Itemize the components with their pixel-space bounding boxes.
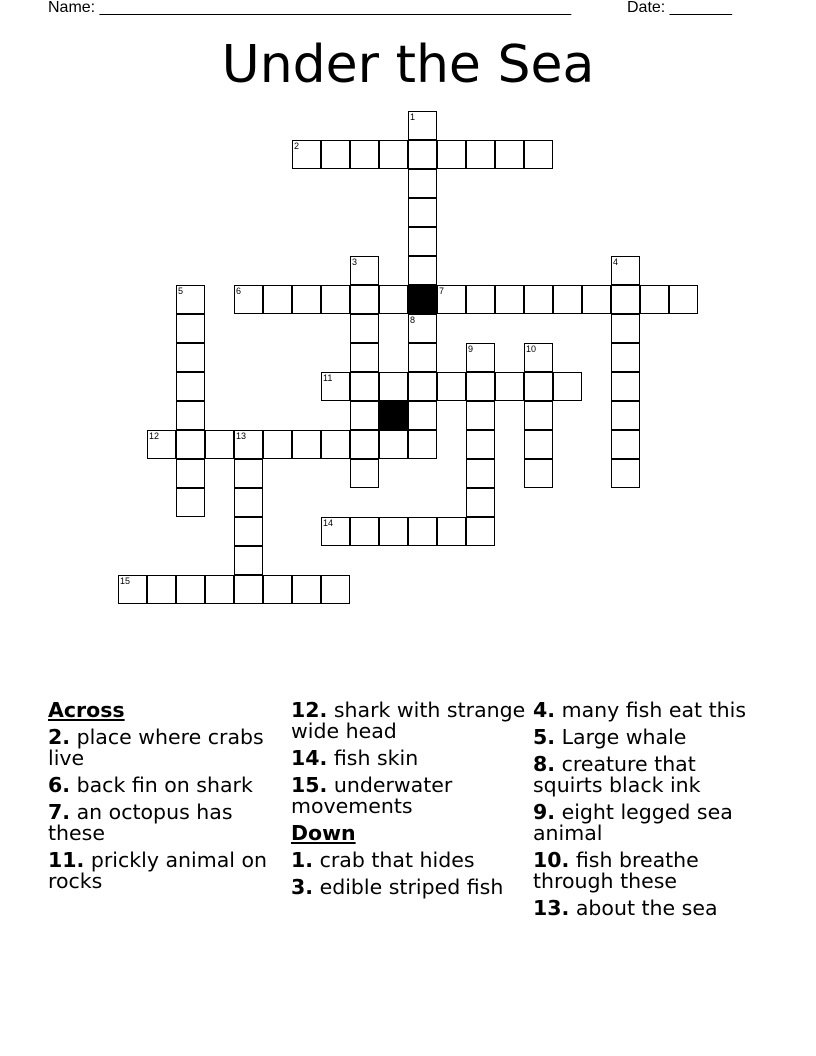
grid-cell[interactable]: [408, 517, 437, 546]
grid-cell[interactable]: [408, 198, 437, 227]
grid-cell[interactable]: [466, 488, 495, 517]
clue-text: fish skin: [333, 746, 419, 770]
grid-cell[interactable]: [466, 372, 495, 401]
clue-number-label: 5: [178, 286, 184, 296]
clue-text: fish breathe through these: [533, 848, 699, 893]
clue-number-label: 9: [468, 344, 474, 354]
grid-cell[interactable]: [611, 256, 640, 285]
clue-number-label: 3: [352, 257, 358, 267]
grid-cell[interactable]: [524, 285, 553, 314]
clue-number-label: 12: [149, 431, 160, 441]
down-clue: [533, 727, 768, 748]
grid-cell[interactable]: [350, 430, 379, 459]
across-clue: [48, 850, 283, 892]
page-title: Under the Sea: [221, 35, 595, 95]
clue-number-label: 6: [236, 286, 242, 296]
grid-cell[interactable]: [176, 343, 205, 372]
grid-cell[interactable]: [350, 517, 379, 546]
across-clue: [291, 775, 526, 817]
across-clue: [48, 727, 283, 769]
grid-cell[interactable]: [524, 459, 553, 488]
clue-text: prickly animal on rocks: [48, 848, 268, 893]
grid-cell[interactable]: [466, 517, 495, 546]
grid-cell[interactable]: [176, 430, 205, 459]
grid-cell[interactable]: [466, 459, 495, 488]
grid-cell[interactable]: [379, 372, 408, 401]
grid-cell[interactable]: [176, 372, 205, 401]
grid-cell[interactable]: [437, 140, 466, 169]
grid-cell[interactable]: [292, 430, 321, 459]
grid-cell[interactable]: [321, 285, 350, 314]
grid-cell[interactable]: [437, 372, 466, 401]
clues-column-3: [533, 700, 768, 925]
down-clue: [291, 877, 526, 898]
grid-cell[interactable]: [524, 401, 553, 430]
clue-text: creature that squirts black ink: [533, 752, 701, 797]
grid-cell[interactable]: [205, 575, 234, 604]
clue-number-label: 14: [323, 518, 334, 528]
clue-text: about the sea: [575, 896, 718, 920]
grid-cell[interactable]: [350, 459, 379, 488]
grid-cell[interactable]: [466, 343, 495, 372]
grid-cell[interactable]: [147, 430, 176, 459]
grid-cell[interactable]: [524, 140, 553, 169]
grid-cell[interactable]: [640, 285, 669, 314]
grid-cell[interactable]: [379, 517, 408, 546]
clue-text: an octopus has these: [48, 800, 233, 845]
clue-number: 13.: [533, 896, 570, 920]
grid-cell[interactable]: [234, 546, 263, 575]
clue-text: shark with strange wide head: [291, 698, 526, 743]
across-clue: [48, 802, 283, 844]
grid-cell[interactable]: [524, 343, 553, 372]
grid-cell[interactable]: [234, 517, 263, 546]
grid-cell[interactable]: [379, 430, 408, 459]
clue-number-label: 8: [410, 315, 416, 325]
clue-text: many fish eat this: [561, 698, 747, 722]
grid-cell[interactable]: [118, 575, 147, 604]
grid-cell[interactable]: [524, 430, 553, 459]
clue-number: 12.: [291, 698, 328, 722]
clue-number: 6.: [48, 773, 71, 797]
grid-cell[interactable]: [176, 488, 205, 517]
clue-text: edible striped fish: [319, 875, 504, 899]
grid-cell[interactable]: [437, 517, 466, 546]
grid-cell[interactable]: [321, 517, 350, 546]
clue-number-label: 7: [439, 286, 445, 296]
grid-cell[interactable]: [350, 343, 379, 372]
clue-number: 4.: [533, 698, 556, 722]
grid-cell[interactable]: [350, 372, 379, 401]
grid-cell[interactable]: [350, 285, 379, 314]
clue-text: place where crabs live: [48, 725, 264, 770]
grid-cell[interactable]: [205, 430, 234, 459]
grid-cell[interactable]: [611, 372, 640, 401]
clue-number: 7.: [48, 800, 71, 824]
grid-cell[interactable]: [408, 372, 437, 401]
grid-cell[interactable]: [350, 256, 379, 285]
name-field-label[interactable]: Name: _____________________________________________________: [48, 0, 572, 16]
grid-cell[interactable]: [495, 372, 524, 401]
across-clue: [291, 748, 526, 769]
clue-text: crab that hides: [319, 848, 475, 872]
grid-cell[interactable]: [495, 285, 524, 314]
grid-cell[interactable]: [321, 140, 350, 169]
grid-cell[interactable]: [379, 140, 408, 169]
grid-cell[interactable]: [611, 401, 640, 430]
grid-cell[interactable]: [263, 430, 292, 459]
grid-cell[interactable]: [263, 285, 292, 314]
grid-cell[interactable]: [263, 575, 292, 604]
grid-cell[interactable]: [553, 372, 582, 401]
grid-cell[interactable]: [292, 140, 321, 169]
grid-cell[interactable]: [408, 343, 437, 372]
clue-number-label: 4: [613, 257, 619, 267]
grid-cell[interactable]: [234, 488, 263, 517]
down-heading: Down: [291, 821, 356, 845]
grid-cell[interactable]: [408, 430, 437, 459]
grid-cell[interactable]: [611, 459, 640, 488]
grid-cell[interactable]: [408, 111, 437, 140]
grid-cell[interactable]: [611, 285, 640, 314]
clue-text: underwater movements: [291, 773, 453, 818]
black-square: [379, 401, 408, 430]
clue-number: 15.: [291, 773, 328, 797]
clue-number: 1.: [291, 848, 314, 872]
grid-cell[interactable]: [669, 285, 698, 314]
grid-cell[interactable]: [524, 372, 553, 401]
down-clue: [533, 700, 768, 721]
across-clue: [291, 700, 526, 742]
clue-number: 9.: [533, 800, 556, 824]
clue-text: back fin on shark: [76, 773, 253, 797]
grid-cell[interactable]: [234, 430, 263, 459]
grid-cell[interactable]: [466, 401, 495, 430]
across-heading: Across: [48, 698, 125, 722]
grid-cell[interactable]: [408, 401, 437, 430]
clue-number: 10.: [533, 848, 570, 872]
grid-cell[interactable]: [408, 140, 437, 169]
grid-cell[interactable]: [321, 372, 350, 401]
grid-cell[interactable]: [379, 285, 408, 314]
clue-number-label: 15: [120, 576, 131, 586]
black-square: [408, 285, 437, 314]
grid-cell[interactable]: [611, 314, 640, 343]
clue-number: 3.: [291, 875, 314, 899]
clue-number-label: 11: [323, 373, 333, 383]
date-field-label[interactable]: Date: _______: [627, 0, 732, 16]
grid-cell[interactable]: [611, 343, 640, 372]
down-clue: [533, 898, 768, 919]
grid-cell[interactable]: [350, 314, 379, 343]
grid-cell[interactable]: [611, 430, 640, 459]
grid-cell[interactable]: [176, 575, 205, 604]
clue-number: 14.: [291, 746, 328, 770]
grid-cell[interactable]: [176, 314, 205, 343]
clue-number-label: 1: [410, 112, 416, 122]
grid-cell[interactable]: [350, 140, 379, 169]
grid-cell[interactable]: [234, 459, 263, 488]
grid-cell[interactable]: [408, 169, 437, 198]
across-clue: [48, 775, 283, 796]
clue-number-label: 2: [294, 141, 300, 151]
grid-cell[interactable]: [176, 459, 205, 488]
grid-cell[interactable]: [176, 285, 205, 314]
grid-cell[interactable]: [321, 575, 350, 604]
clue-number: 5.: [533, 725, 556, 749]
grid-cell[interactable]: [234, 575, 263, 604]
grid-cell[interactable]: [408, 256, 437, 285]
clues-column-1: [48, 700, 283, 898]
clue-number: 11.: [48, 848, 85, 872]
grid-cell[interactable]: [408, 314, 437, 343]
grid-cell[interactable]: [147, 575, 176, 604]
clue-text: eight legged sea animal: [533, 800, 733, 845]
clues-column-2: [291, 700, 526, 904]
down-clue: [533, 850, 768, 892]
down-clue: [291, 850, 526, 871]
grid-cell[interactable]: [292, 285, 321, 314]
down-clue: [533, 802, 768, 844]
grid-cell[interactable]: [437, 285, 466, 314]
clue-number: 8.: [533, 752, 556, 776]
grid-cell[interactable]: [466, 285, 495, 314]
grid-cell[interactable]: [176, 401, 205, 430]
grid-cell[interactable]: [321, 430, 350, 459]
grid-cell[interactable]: [292, 575, 321, 604]
grid-cell[interactable]: [495, 140, 524, 169]
grid-cell[interactable]: [408, 227, 437, 256]
grid-cell[interactable]: [350, 401, 379, 430]
grid-cell[interactable]: [582, 285, 611, 314]
grid-cell[interactable]: [466, 140, 495, 169]
grid-cell[interactable]: [234, 285, 263, 314]
grid-cell[interactable]: [553, 285, 582, 314]
clue-text: Large whale: [561, 725, 687, 749]
down-clue: [533, 754, 768, 796]
grid-cell[interactable]: [466, 430, 495, 459]
clue-number: 2.: [48, 725, 71, 749]
clue-number-label: 10: [526, 344, 537, 354]
clue-number-label: 13: [236, 431, 247, 441]
